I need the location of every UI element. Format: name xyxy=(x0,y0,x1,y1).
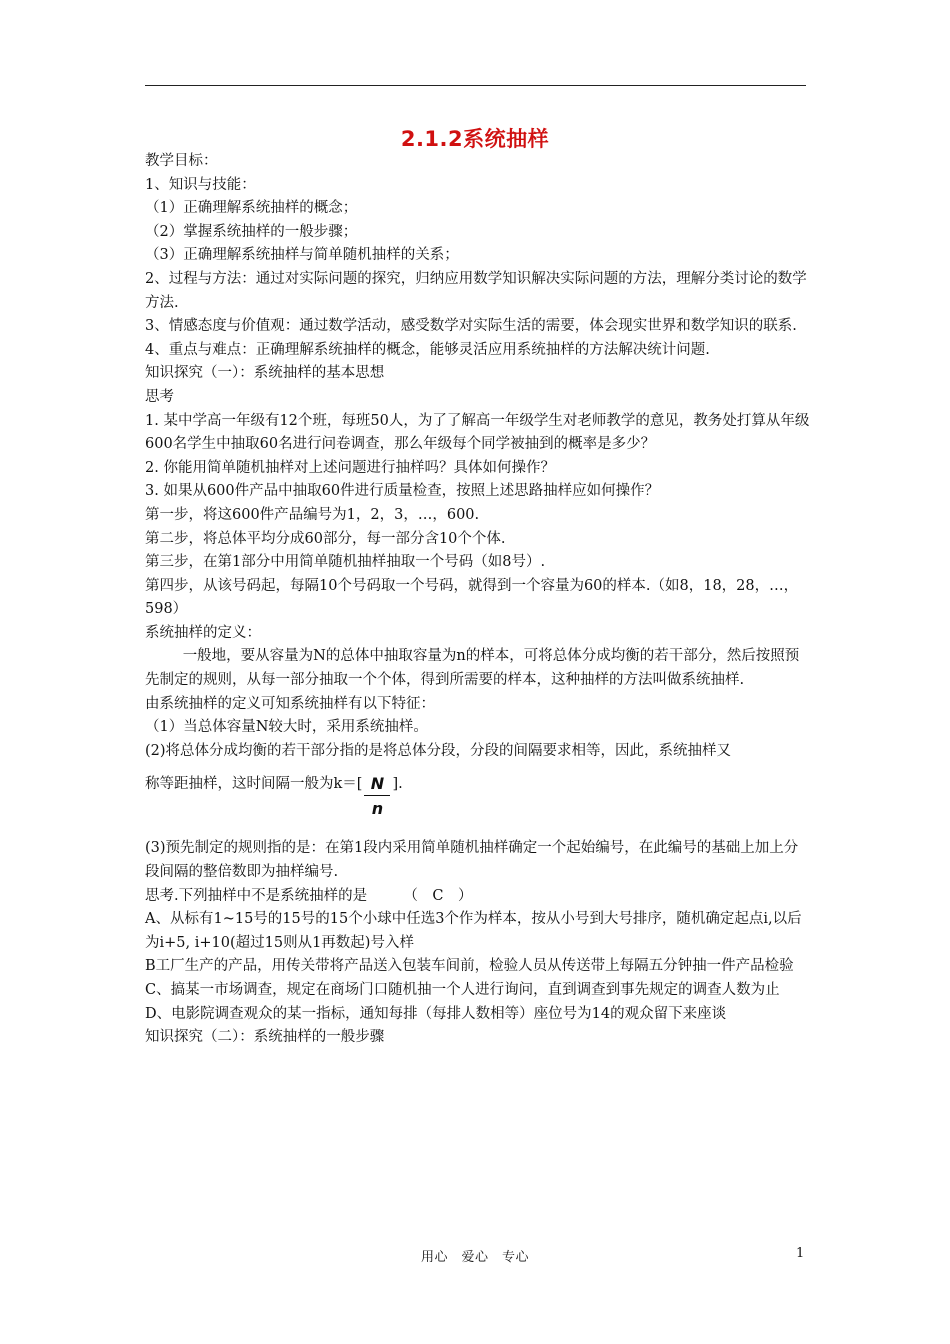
question-3: 3. 如果从600件产品中抽取60件进行质量检查，按照上述思路抽样应如何操作？ xyxy=(145,483,660,500)
page-title: 2.1.2系统抽样 xyxy=(400,127,550,151)
step-3: 第三步，在第1部分中用简单随机抽样抽取一个号码（如8号）. xyxy=(145,554,546,571)
text-line: 4、重点与难点：正确理解系统抽样的概念，能够灵活应用系统抽样的方法解决统计问题. xyxy=(145,341,710,358)
question-1: 1. 某中学高一年级有12个班，每班50人，为了了解高一年级学生对老师教学的意见，教务处打算从年级600名学生中抽取60名进行问卷调查，那么年级每个同学被抽到的概率是多少？ xyxy=(145,412,810,453)
text-line: （2）掌握系统抽样的一般步骤； xyxy=(145,223,358,240)
text-line: 1、知识与技能： xyxy=(145,176,256,193)
document-body xyxy=(145,150,810,1050)
section-heading: 知识探究（一）：系统抽样的基本思想 xyxy=(145,365,385,382)
text-line: 教学目标： xyxy=(145,153,218,169)
definition-heading: 系统抽样的定义： xyxy=(145,624,261,641)
option-b: B工厂生产的产品，用传关带将产品送入包装车间前，检验人员从传送带上每隔五分钟抽一件产品检验 xyxy=(145,958,794,975)
feature-3: (3)预先制定的规则指的是：在第1段内采用简单随机抽样确定一个起始编号，在此编号的基础上加上分段间隔的整倍数即为抽样编号. xyxy=(145,840,799,881)
text-line: 思考 xyxy=(145,388,174,405)
interval-prefix: 称等距抽样，这时间隔一般为k＝[ xyxy=(145,776,363,793)
option-c: C、搞某一市场调查，规定在商场门口随机抽一个人进行询问，直到调查到事先规定的调查人数为止 xyxy=(145,982,780,998)
feature-2: (2)将总体分成均衡的若干部分指的是将总体分段，分段的间隔要求相等，因此，系统抽样又 xyxy=(145,742,732,759)
text-line: （3）正确理解系统抽样与简单随机抽样的关系； xyxy=(145,247,459,264)
footer-motto: 用心 爱心 专心 xyxy=(420,1250,529,1265)
feature-1: （1）当总体容量N较大时，采用系统抽样。 xyxy=(145,719,428,736)
fraction-numerator: N xyxy=(364,773,390,796)
option-d: D、电影院调查观众的某一指标，通知每排（每排人数相等）座位号为14的观众留下来座谈 xyxy=(145,1005,727,1022)
question-2: 2. 你能用简单随机抽样对上述问题进行抽样吗？具体如何操作？ xyxy=(145,459,555,476)
interval-suffix: ]. xyxy=(392,776,403,793)
step-4: 第四步，从该号码起，每隔10个号码取一个号码，就得到一个容量为60的样本.（如8，18，28，…，598） xyxy=(145,577,799,618)
header-rule xyxy=(145,85,806,86)
fraction-denominator: n xyxy=(371,799,384,819)
step-2: 第二步，将总体平均分成60部分，每一部分含10个个体. xyxy=(145,530,506,547)
interval-formula-line xyxy=(145,773,810,831)
page-number: 1 xyxy=(796,1246,805,1261)
definition-paragraph: 一般地，要从容量为N的总体中抽取容量为n的样本，可将总体分成均衡的若干部分，然后按照预先制定的规则，从每一部分抽取一个个体，得到所需要的样本，这种抽样的方法叫做系统抽样. xyxy=(145,648,800,689)
interval-fraction xyxy=(364,773,390,822)
step-1: 第一步，将这600件产品编号为1，2，3，…，600. xyxy=(145,506,480,523)
section-heading: 知识探究（二）：系统抽样的一般步骤 xyxy=(145,1029,385,1046)
text-line: 3、情感态度与价值观：通过数学活动，感受数学对实际生活的需要，体会现实世界和数学知识的联系. xyxy=(145,318,797,335)
features-intro: 由系统抽样的定义可知系统抽样有以下特征： xyxy=(145,695,435,712)
text-line: （1）正确理解系统抽样的概念； xyxy=(145,200,358,217)
text-line: 2、过程与方法：通过对实际问题的探究，归纳应用数学知识解决实际问题的方法，理解分类讨论的数学方法. xyxy=(145,270,807,311)
option-a: A、从标有1~15号的15号的15个小球中任选3个作为样本，按从小号到大号排序，随机确定起点i,以后为i+5, i+10(超过15则从1再数起)号入样 xyxy=(145,911,802,951)
exercise-question: 思考.下列抽样中不是系统抽样的是 （ C ） xyxy=(145,887,473,904)
